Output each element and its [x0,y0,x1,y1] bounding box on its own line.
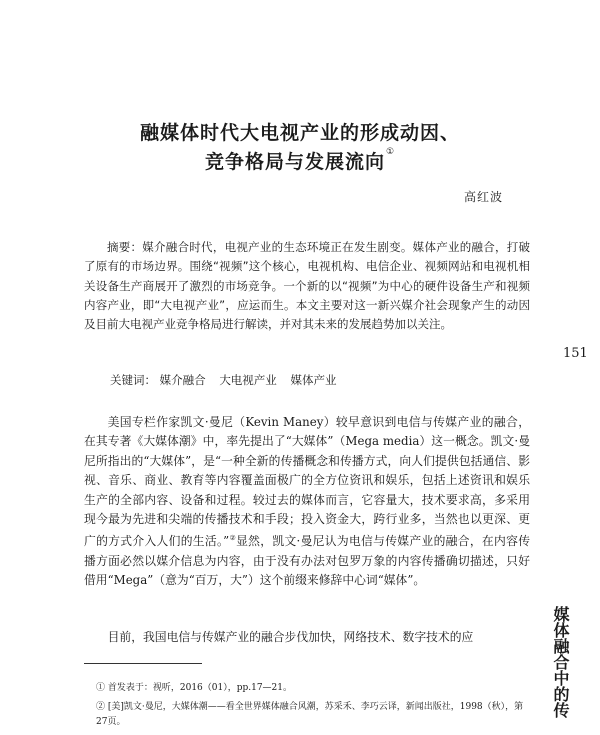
paper-title-line-1: 融媒体时代大电视产业的形成动因、 [139,122,460,144]
paper-title-text: 竞争格局与发展流向 [204,151,385,173]
footnote-1: ① 首发表于：视听，2016（01），pp.17—21。 [96,683,293,693]
abstract: 摘要：媒介融合时代，电视产业的生态环境正在发生剧变。媒体产业的融合，打破了原有的市场边界。围绕“视频”这个核心，电视机构、电信企业、视频网站和电视机相关设备生产商展开了激烈的市场竞争。一个新的以“视频”为中心的硬件设备生产和视频内容产业，即“大电视产业”，应运而生。本文主要对这一新兴媒介社会现象产生的动因及目前大电视产业竞争格局进行解读，并对其未来的发展趋势加以关注。 [84,240,530,332]
keyword-item: 媒介融合 [159,373,206,387]
paragraph-1-text-b: 显然，凯文·曼尼认为电信与传媒产业的融合，在内容传播方面必然以媒介信息为内容，由于没有办法对包罗万象的内容传播确切描述，只好借用“Mega”（意为“百万，大”）这个前缀来修辞中心词“媒体”。 [84,534,530,588]
chapter-side-tab: 媒体融合中的传 [551,606,570,718]
keywords-label: 关键词： [110,373,156,387]
footnote-2: ② [美]凯文·曼尼，大媒体潮——看全世界媒体融合风潮，苏采禾、李巧云译，新闻出版社，1998（秋），第27页。 [96,702,524,727]
footnote-divider [84,663,202,664]
keywords [110,372,346,388]
page-number: 151 [563,346,588,361]
keyword-item: 媒体产业 [290,373,337,387]
body-paragraph-2: 目前，我国电信与传媒产业的融合步伐加快，网络技术、数字技术的应 [107,630,474,644]
title-footnote-mark: ① [385,147,396,157]
keyword-item: 大电视产业 [219,373,277,387]
paragraph-1-footnote-mark: ② [229,534,237,543]
paper-title-line-2 [40,147,560,174]
author-name: 高红波 [464,190,504,204]
body-paragraph-1 [84,413,530,591]
paragraph-1-text-a: 美国专栏作家凯文·曼尼（Kevin Maney）较早意识到电信与传媒产业的融合，在其专著《大媒体潮》中，率先提出了“大媒体”（Mega media）这一概念。凯文·曼尼所指出的“大媒体”，是“一种全新的传播概念和传播方式，向人们提供包括通信、影视、音乐、商业、教育等内容覆盖面极广的全方位资讯和娱乐，包括上述资讯和娱乐生产的全部内容、设备和过程。较过去的媒体而言，它容量大，技术要求高，多采用现今最为先进和尖端的传播技术和手段；投入资金大，跨行业多，当然也以更深、更广的方式介入人们的生活。” [84,415,530,549]
